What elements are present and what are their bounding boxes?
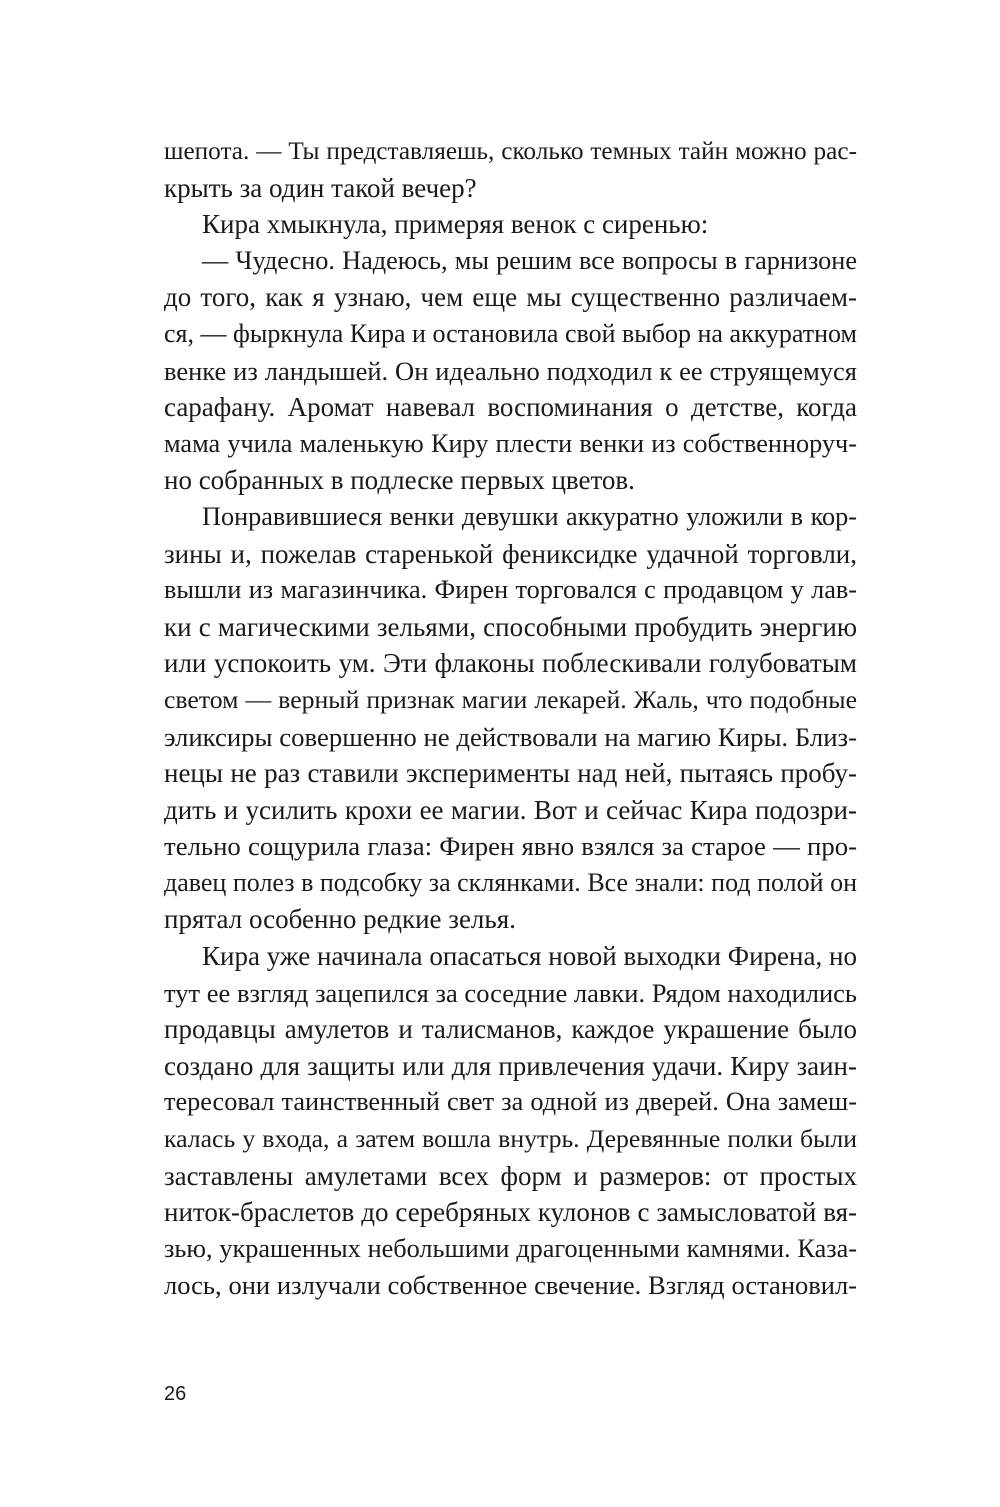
text-line: зины и, пожелав старенькой фениксидке удачной торговли, — [164, 538, 857, 569]
text-line: заставлены амулетами всех форм и размеров: от простых — [164, 1160, 857, 1191]
text-line: тересовал таинственный свет за одной из дверей. Она замеш- — [164, 1087, 857, 1117]
text-line: Кира уже начинала опасаться новой выходки Фирена, но — [202, 941, 857, 972]
text-line: — Чудесно. Надеюсь, мы решим все вопросы в гарнизоне — [202, 245, 857, 275]
text-line: калась у входа, а затем вошла внутрь. Деревянные полки были — [164, 1124, 857, 1154]
text-line: крыть за один такой вечер? — [164, 172, 477, 203]
text-line: создано для защиты или для привлечения удачи. Киру заин- — [164, 1050, 857, 1081]
text-line: вышли из магазинчика. Фирен торговался с продавцом у лав- — [164, 575, 857, 605]
text-line: сарафану. Аромат навевал воспоминания о детстве, когда — [164, 392, 857, 423]
text-line: прятал особенно редкие зелья. — [164, 904, 516, 935]
text-line: лось, они излучали собственное свечение. Взгляд остановил- — [164, 1270, 857, 1301]
text-line: Понравившиеся венки девушки аккуратно уложили в кор- — [202, 501, 857, 531]
text-line: тельно сощурила глаза: Фирен явно взялся за старое — про- — [164, 831, 857, 862]
text-line: но собранных в подлеске первых цветов. — [164, 465, 635, 496]
text-line: до того, как я узнаю, чем еще мы существенно различаем- — [164, 282, 857, 313]
text-line: венке из ландышей. Он идеально подходил к ее струящемуся — [164, 355, 857, 386]
text-line: тут ее взгляд зацепился за соседние лавки. Рядом находились — [164, 977, 857, 1008]
text-line: нецы не раз ставили эксперименты над ней, пытаясь пробу- — [164, 758, 857, 789]
page-body-text — [164, 133, 857, 1304]
text-line: ся, — фыркнула Кира и остановила свой выбор на аккуратном — [164, 318, 857, 348]
page-number: 26 — [164, 1383, 187, 1405]
text-line: зью, украшенных небольшими драгоценными камнями. Каза- — [164, 1233, 857, 1263]
text-line: Кира хмыкнула, примеряя венок с сиренью: — [202, 209, 709, 240]
text-line: дить и усилить крохи ее магии. Вот и сейчас Кира подозри- — [164, 794, 857, 825]
text-line: продавцы амулетов и талисманов, каждое украшение было — [164, 1014, 857, 1045]
text-line: эликсиры совершенно не действовали на магию Киры. Близ- — [164, 721, 857, 752]
text-line: или успокоить ум. Эти флаконы поблескивали голубоватым — [164, 648, 857, 679]
text-line: светом — верный признак магии лекарей. Жаль, что подобные — [164, 684, 857, 714]
text-line: ки с магическими зельями, способными пробудить энергию — [164, 611, 857, 642]
text-line: давец полез в подсобку за склянками. Все знали: под полой он — [164, 867, 857, 897]
text-line: ниток-браслетов до серебряных кулонов с замысловатой вя- — [164, 1197, 857, 1228]
text-line: шепота. — Ты представляешь, сколько темных тайн можно рас- — [164, 137, 857, 165]
text-line: мама учила маленькую Киру плести венки из собственноруч- — [164, 428, 857, 458]
